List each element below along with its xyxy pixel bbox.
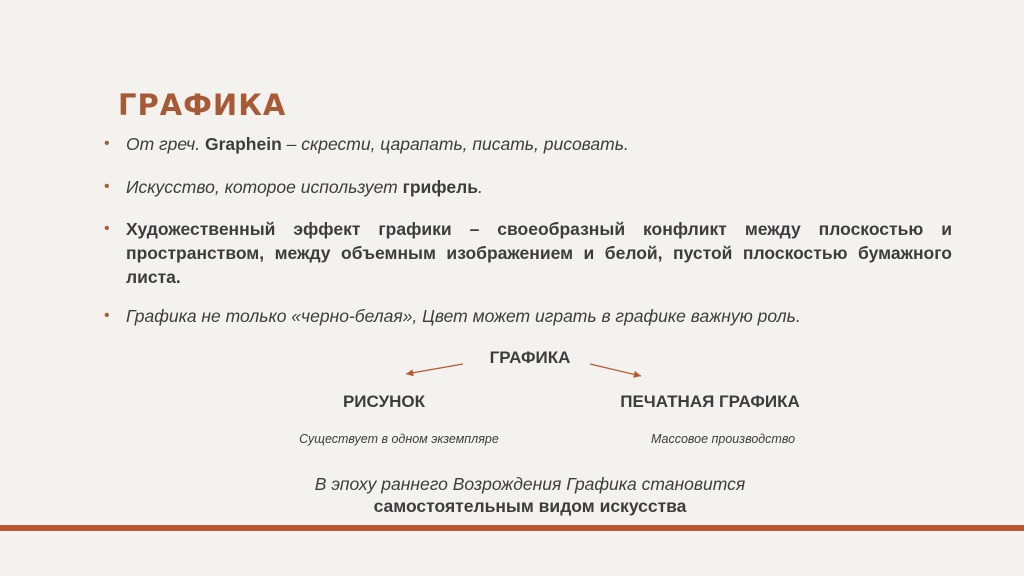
bullet-prefix: Искусство, которое использует bbox=[126, 177, 403, 197]
bullet-suffix: . bbox=[478, 177, 483, 197]
bottom-accent-bar bbox=[0, 525, 1024, 531]
bullet-prefix: От греч. bbox=[126, 134, 205, 154]
bullet-text: Графика не только «черно-белая», Цвет может играть в графике важную роль. bbox=[126, 306, 801, 326]
bullet-dot-icon: • bbox=[104, 220, 110, 237]
bullet-dot-icon: • bbox=[104, 135, 110, 152]
slide-title: ГРАФИКА bbox=[118, 88, 287, 122]
bullet-bold: Graphein bbox=[204, 134, 282, 154]
bullet-suffix: – скрести, царапать, писать, рисовать. bbox=[281, 134, 629, 154]
diagram-right-label: ПЕЧАТНАЯ ГРАФИКА bbox=[620, 392, 800, 411]
bullet-dot-icon: • bbox=[104, 178, 110, 195]
diagram-left-label: РИСУНОК bbox=[342, 392, 426, 411]
arrow-right-icon bbox=[590, 364, 641, 376]
diagram-right-note: Массовое производство bbox=[650, 432, 796, 446]
diagram-center-label: ГРАФИКА bbox=[489, 348, 571, 367]
bullet-text: Художественный эффект графики – своеобразный конфликт между плоскостью и пространством, между объемным изображением и белой, пустой плоскостью бумажного листа. bbox=[126, 219, 952, 287]
conclusion-line-1: В эпоху раннего Возрождения Графика становится bbox=[314, 474, 746, 494]
bullet-dot-icon: • bbox=[104, 307, 110, 324]
conclusion-line-2: самостоятельным видом искусства bbox=[373, 496, 687, 516]
arrow-left-icon bbox=[406, 364, 463, 374]
bullet-bold: грифель bbox=[402, 177, 478, 197]
diagram-left-note: Существует в одном экземпляре bbox=[299, 432, 499, 446]
